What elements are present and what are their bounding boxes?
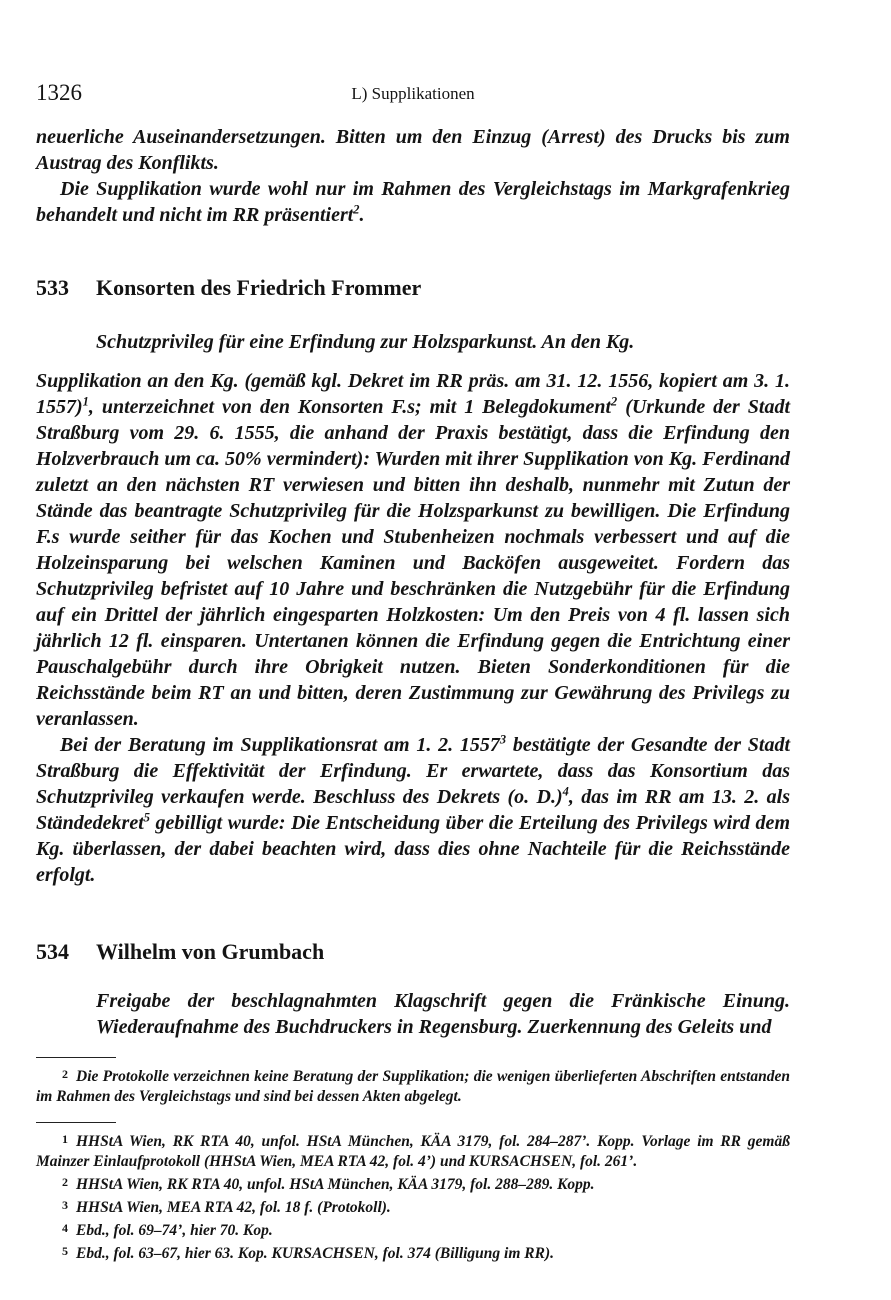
footnote-divider (36, 1057, 116, 1058)
footnote (36, 1241, 790, 1264)
footnote-text: Ebd., fol. 69–74’, hier 70. Kop. (76, 1222, 273, 1239)
entry-heading-533 (36, 274, 421, 302)
running-title: L) Supplikationen (351, 84, 475, 103)
footnote-text: Ebd., fol. 63–67, hier 63. Kop. KURSACHSEN, fol. 374 (Billigung im RR). (76, 1245, 554, 1262)
footnote (36, 1129, 790, 1172)
text-span: bestätigte der Gesandte der Stadt Straßburg die Effektivität der Erfindung. Er erwartete, dass das Konsortium das Schutzprivileg verkaufen werde. Beschluss des Dekrets (o. D.) (36, 734, 791, 808)
continuation-text-span: Die Supplikation wurde wohl nur im Rahmen des Vergleichstags im Markgrafenkrieg behandelt und nicht im RR präsentiert (36, 178, 790, 226)
continuation-paragraph: neuerliche Auseinandersetzungen. Bitten um den Einzug (Arrest) des Drucks bis zum Austrag des Konflikts. (36, 126, 790, 174)
entry-regest-533: Schutzprivileg für eine Erfindung zur Holzsparkunst. An den Kg. (96, 331, 635, 353)
continuation-paragraph-2 (36, 176, 790, 228)
entry-paragraph (36, 368, 790, 732)
footnote-mark: 1 (62, 1132, 68, 1146)
text-span: , unterzeichnet von den Konsorten F.s; mit 1 Belegdokument (88, 396, 612, 418)
footnote-ref: 4 (562, 784, 569, 799)
text-span: Bei der Beratung im Supplikationsrat am 1. 2. 1557 (60, 734, 500, 756)
footnote-mark: 2 (62, 1067, 68, 1081)
footnotes-entry-533 (36, 1129, 790, 1264)
page-header (36, 80, 790, 108)
footnote-text: Die Protokolle verzeichnen keine Beratung der Supplikation; die wenigen überlieferten Abschriften entstanden im Rahmen des Vergleichstags und sind bei dessen Akten abgelegt. (36, 1068, 790, 1105)
footnote-ref: 1 (82, 394, 89, 409)
entry-number: 533 (36, 275, 69, 300)
entry-number: 534 (36, 939, 69, 964)
continuation-text (36, 124, 790, 228)
page-number: 1326 (36, 80, 82, 105)
footnote-mark: 4 (62, 1221, 68, 1235)
footnote (36, 1218, 790, 1241)
footnote-ref: 5 (143, 810, 150, 825)
footnote-ref: 2 (353, 202, 360, 217)
footnote (36, 1195, 790, 1218)
footnote-mark: 5 (62, 1244, 68, 1258)
entry-body-533 (36, 368, 790, 888)
text-span: gebilligt wurde: Die Entscheidung über die Erteilung des Privilegs wird dem Kg. überlassen, der dabei beachten wird, dass dies ohne Nachteile für die Reichsstände erfolgt. (36, 812, 790, 886)
footnote-text: HHStA Wien, RK RTA 40, unfol. HStA München, KÄA 3179, fol. 284–287’. Kopp. Vorlage im RR gemäß Mainzer Einlaufprotokoll (HHStA Wien, MEA RTA 42, fol. 4’) und KURSACHSEN, fol. 261’. (36, 1133, 790, 1170)
entry-title: Konsorten des Friedrich Frommer (96, 275, 422, 300)
footnote-mark: 3 (62, 1198, 68, 1212)
entry-regest-534: Freigabe der beschlagnahmten Klagschrift gegen die Fränkische Einung. Wiederaufnahme des Buchdruckers in Regensburg. Zuerkennung des Geleits und (96, 990, 790, 1038)
footnote-mark: 2 (62, 1175, 68, 1189)
footnote-text: HHStA Wien, MEA RTA 42, fol. 18 f. (Protokoll). (76, 1199, 391, 1216)
footnote-ref: 2 (611, 394, 618, 409)
footnotes-previous-entry (36, 1064, 790, 1107)
text-span: (Urkunde der Stadt Straßburg vom 29. 6. 1555, die anhand der Praxis bestätigt, dass die Erfindung den Holzverbrauch um ca. 50% vermindert): Wurden mit ihrer Supplikation von Kg. Ferdinand zuletzt an den nächsten RT verwiesen und bitten ihn deshalb, nunmehr mit Zutun der Stände das beantragte Schutzprivileg für die Holzsparkunst zu bewilligen. Die Erfindung F.s wurde seither für das Kochen und Stubenheizen nochmals verbessert und auf die Holzeinsparung bei welschen Kaminen und Backöfen ausgeweitet. Fordern das Schutzprivileg befristet auf 10 Jahre und beschränken die Nutzgebühr für die Erfindung auf ein Drittel der jährlich eingesparten Holzkosten: Um den Preis von 4 fl. lassen sich jährlich 12 fl. einsparen. Untertanen können die Erfindung gegen die Entrichtung einer Pauschalgebühr durch ihre Obrigkeit nutzen. Bieten Sonderkonditionen für die Reichsstände beim RT an und bitten, deren Zustimmung zur Gewährung des Privilegs zu veranlassen. (36, 396, 790, 730)
continuation-end: . (359, 204, 365, 226)
entry-heading-534 (36, 938, 324, 966)
entry-title: Wilhelm von Grumbach (96, 939, 325, 964)
footnote (36, 1064, 790, 1107)
footnote (36, 1172, 790, 1195)
footnote-text: HHStA Wien, RK RTA 40, unfol. HStA München, KÄA 3179, fol. 288–289. Kopp. (76, 1176, 595, 1193)
text-span: , das im RR am 13. 2. als Ständedekret (36, 786, 790, 834)
text-span: Supplikation an den Kg. (gemäß kgl. Dekret im RR präs. am 31. 12. 1556, kopiert am 3. 1. 1557) (36, 370, 790, 418)
entry-paragraph-2 (36, 732, 790, 888)
footnote-ref: 3 (499, 732, 507, 747)
footnote-divider (36, 1122, 116, 1123)
